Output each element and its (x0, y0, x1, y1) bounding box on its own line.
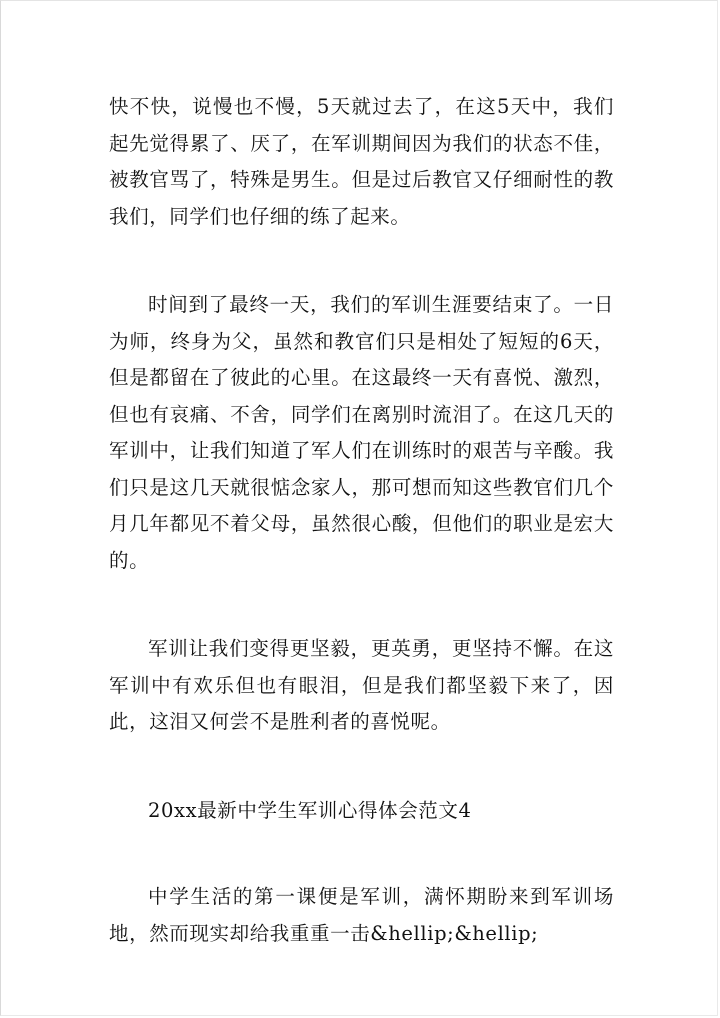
document-body (109, 89, 614, 952)
section-heading: 20xx最新中学生军训心得体会范文4 (148, 798, 472, 822)
paragraph-2: 时间到了最终一天，我们的军训生涯要结束了。一日为师，终身为父，虽然和教官们只是相处了短短的6天，但是都留在了彼此的心里。在这最终一天有喜悦、激烈，但也有哀痛、不舍，同学们在离别时流泪了。在这几天的军训中，让我们知道了军人们在训练时的艰苦与辛酸。我们只是这几天就很惦念家人，那可想而知这些教官们几个月几年都见不着父母，虽然很心酸，但他们的职业是宏大的。 (109, 293, 614, 572)
paragraph-3: 军训让我们变得更坚毅，更英勇，更坚持不懈。在这军训中有欢乐但也有眼泪，但是我们都坚毅下来了，因此，这泪又何尝不是胜利者的喜悦呢。 (109, 637, 614, 733)
paragraph-4: 中学生活的第一课便是军训，满怀期盼来到军训场地，然而现实却给我重重一击&hellip;&hellip; (109, 885, 614, 945)
paragraph-1: 快不快，说慢也不慢，5天就过去了，在这5天中，我们起先觉得累了、厌了，在军训期间因为我们的状态不佳，被教官骂了，特殊是男生。但是过后教官又仔细耐性的教我们，同学们也仔细的练了起来。 (109, 95, 614, 228)
